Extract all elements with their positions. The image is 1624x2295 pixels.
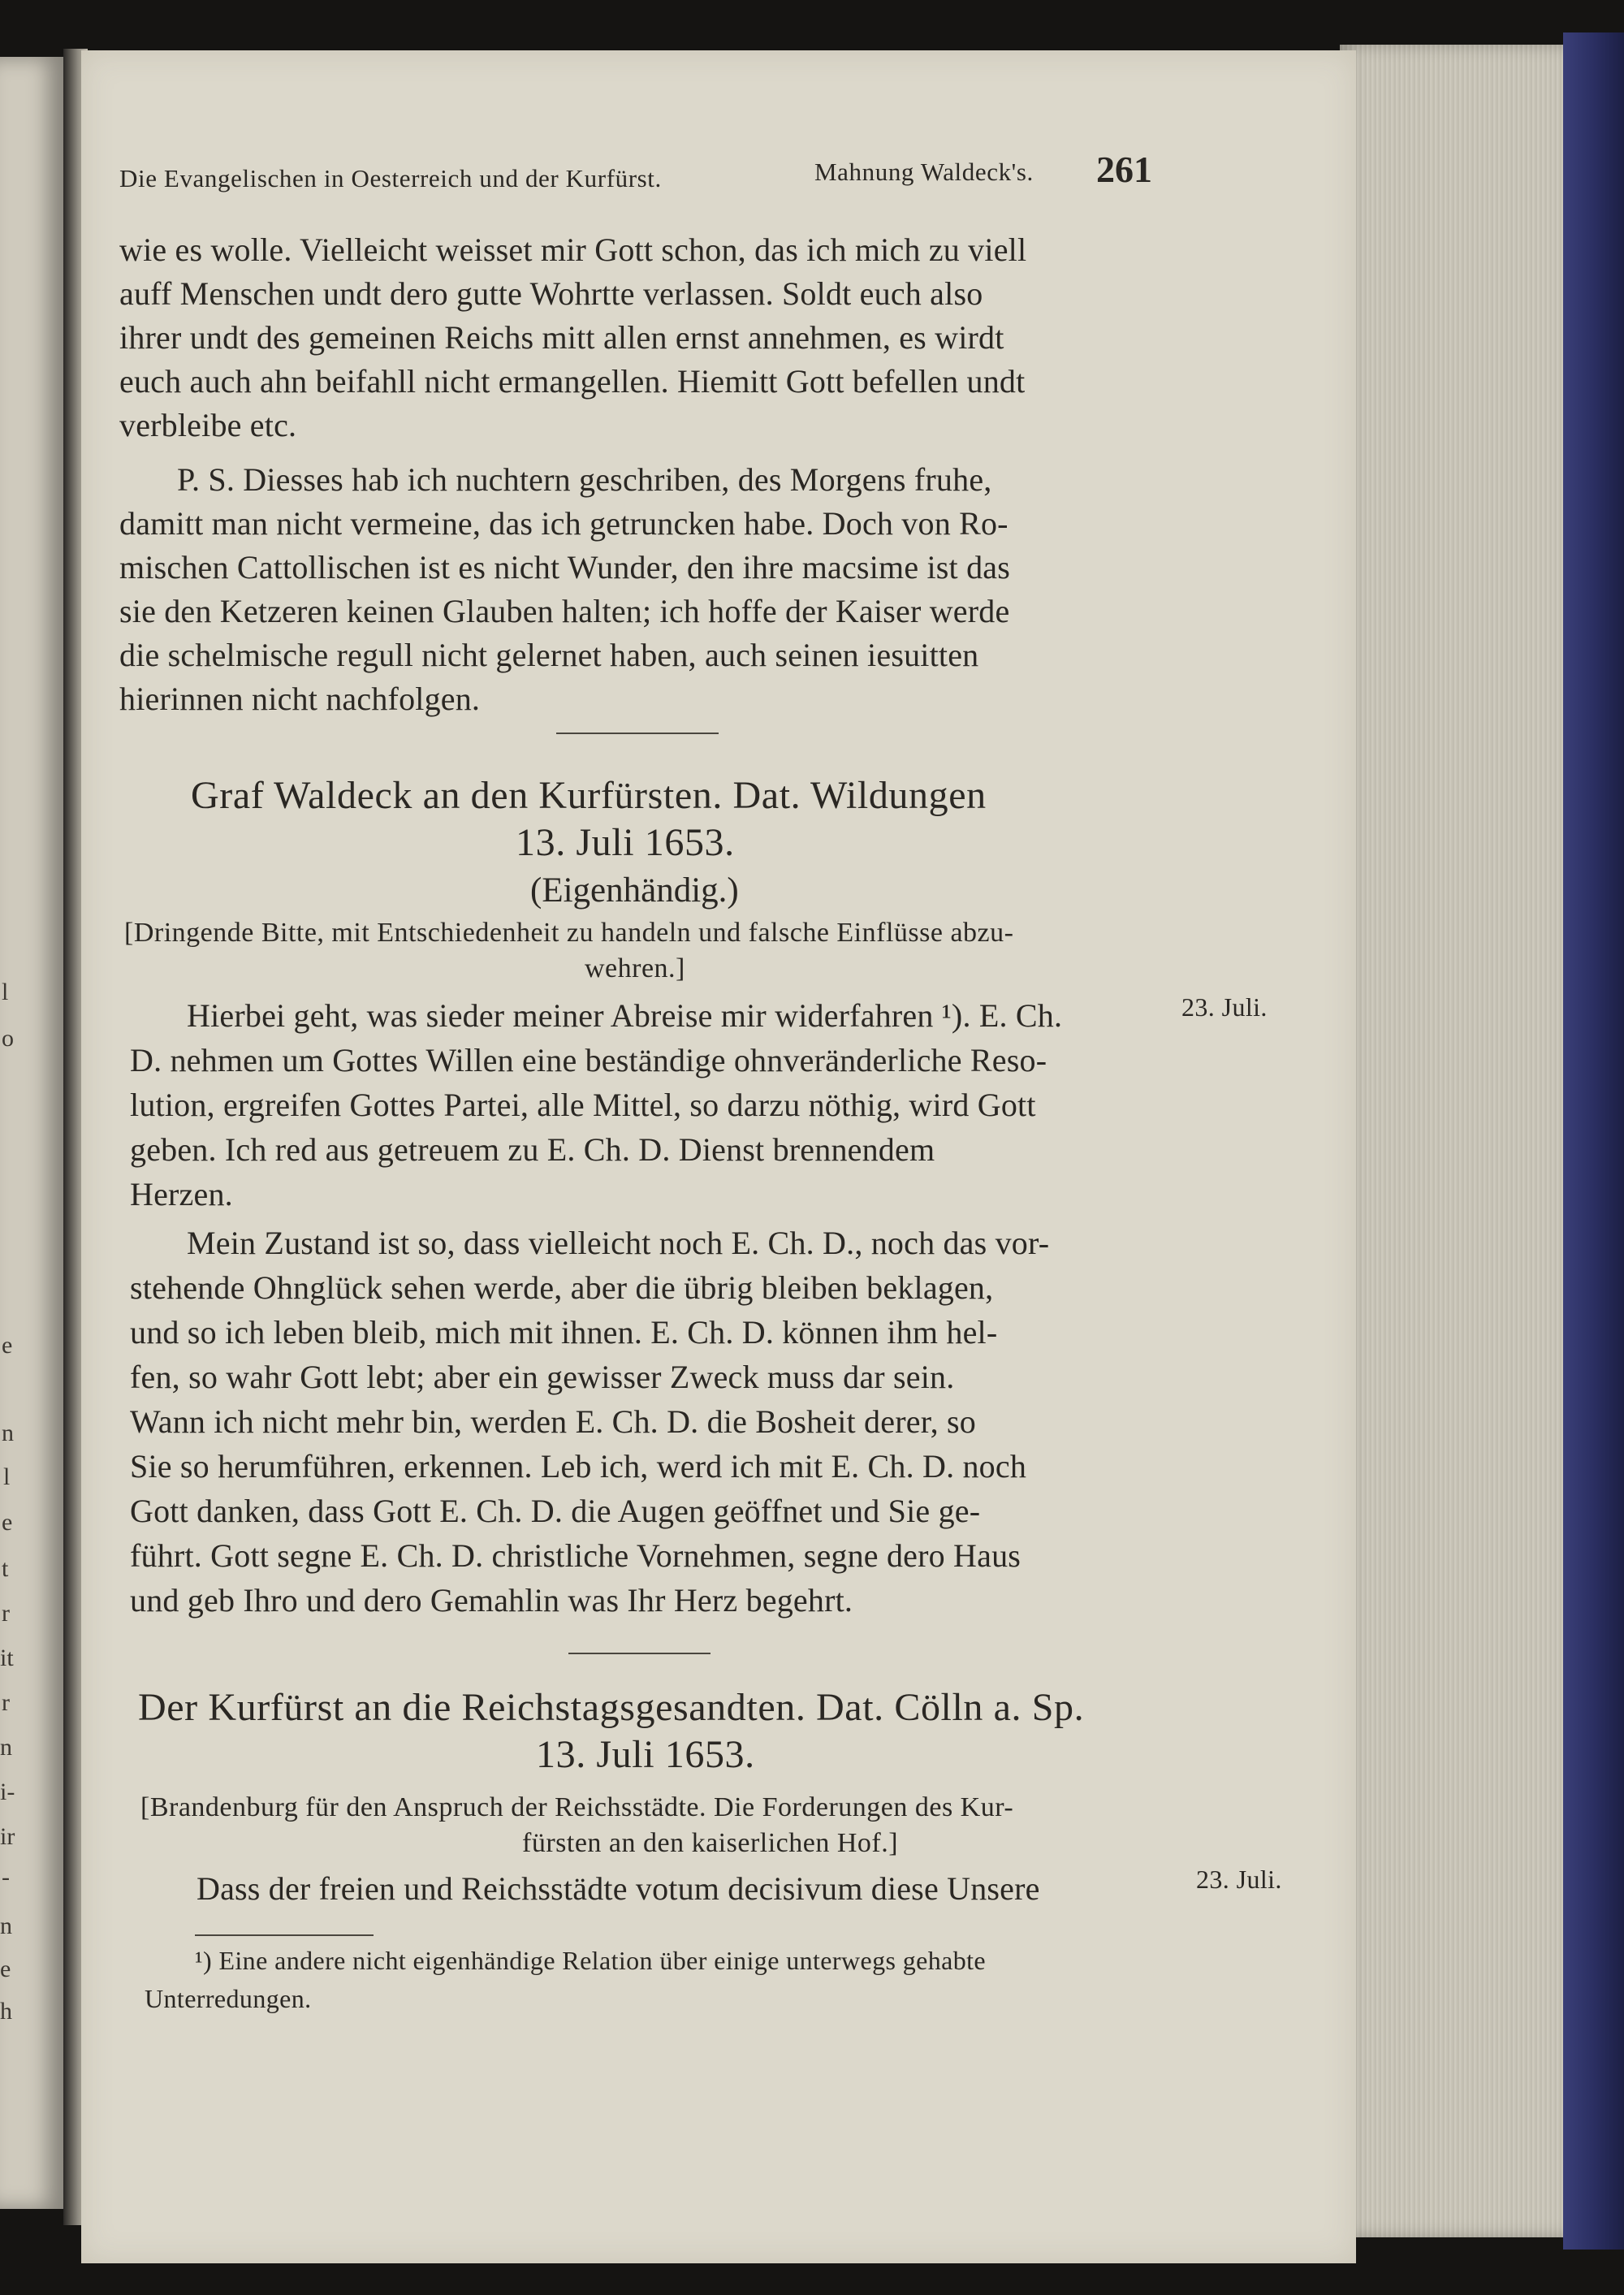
letter-summary: wehren.] [585,953,685,983]
left-page-fragment: l [3,1463,11,1490]
letter-heading-date: 13. Juli 1653. [536,1733,755,1776]
text-line: D. nehmen um Gottes Willen eine beständige ohnveränderliche Reso- [130,1042,1047,1078]
section-divider [556,733,719,734]
text-line: Wann ich nicht mehr bin, werden E. Ch. D. die Bosheit derer, so [130,1403,976,1440]
section-divider [568,1653,710,1654]
left-page-fragment: t [2,1555,9,1582]
page-number: 261 [1096,149,1152,190]
text-line: wie es wolle. Vielleicht weisset mir Gott schon, das ich mich zu viell [119,231,1027,268]
letter-summary: fürsten an den kaiserlichen Hof.] [522,1828,899,1858]
ps-line: mischen Cattollischen ist es nicht Wunder, den ihre macsime ist das [119,549,1010,586]
running-head-right: Mahnung Waldeck's. [814,158,1034,186]
text-line: Sie so herumführen, erkennen. Leb ich, werd ich mit E. Ch. D. noch [130,1448,1027,1485]
left-page-fragment: e [2,1509,13,1536]
text-line: ihrer undt des gemeinen Reichs mitt allen ernst annehmen, es wirdt [119,319,1004,356]
letter-summary: [Brandenburg für den Anspruch der Reichsstädte. Die Forderungen des Kur- [140,1792,1014,1822]
text-line: Hierbei geht, was sieder meiner Abreise mir widerfahren ¹). E. Ch. [187,997,1063,1034]
text-line: auff Menschen undt dero gutte Wohrtte verlassen. Soldt euch also [119,275,983,312]
left-page-fragment: - [2,1864,10,1891]
left-page-fragment: i- [0,1779,15,1805]
footnote-rule [195,1934,374,1936]
letter-note: (Eigenhändig.) [530,871,739,910]
left-page-fragment: l [2,979,9,1005]
text-line: stehende Ohnglück sehen werde, aber die übrig bleiben beklagen, [130,1269,994,1306]
text-line: und geb Ihro und dero Gemahlin was Ihr Herz begehrt. [130,1582,853,1619]
text-line: führt. Gott segne E. Ch. D. christliche Vornehmen, segne dero Haus [130,1537,1021,1574]
left-page-fragment: e [2,1332,13,1359]
letter-heading: Graf Waldeck an den Kurfürsten. Dat. Wildungen [191,774,987,817]
text-line: Gott danken, dass Gott E. Ch. D. die Augen geöffnet und Sie ge- [130,1493,981,1529]
letter-heading-date: 13. Juli 1653. [516,821,735,864]
text-line: Herzen. [130,1176,233,1212]
text-line: euch auch ahn beifahll nicht ermangellen. Hiemitt Gott befellen undt [119,363,1026,400]
text-line: lution, ergreifen Gottes Partei, alle Mittel, so darzu nöthig, wird Gott [130,1087,1036,1123]
footnote-line: ¹) Eine andere nicht eigenhändige Relation über einige unterwegs gehabte [195,1946,987,1975]
ps-line: die schelmische regull nicht gelernet haben, auch seinen iesuitten [119,637,979,673]
margin-date: 23. Juli. [1196,1865,1282,1894]
ps-line: sie den Ketzeren keinen Glauben halten; ich hoffe der Kaiser werde [119,593,1010,629]
letter-heading: Der Kurfürst an die Reichstagsgesandten. Dat. Cölln a. Sp. [138,1686,1085,1729]
book-cover [1563,32,1624,2250]
margin-date: 23. Juli. [1181,992,1268,1022]
ps-line: P. S. Diesses hab ich nuchtern geschriben, des Morgens fruhe, [177,461,992,498]
text-line: Mein Zustand ist so, dass vielleicht noch E. Ch. D., noch das vor- [187,1225,1050,1261]
left-page-fragment: it [0,1645,14,1671]
page-edges [1340,45,1567,2237]
left-page-fragment: n [0,1734,12,1761]
left-page-fragment: h [0,1998,12,2025]
left-page-fragment: r [2,1689,10,1716]
text-line: und so ich leben bleib, mich mit ihnen. E. Ch. D. können ihm hel- [130,1314,998,1351]
letter-summary: [Dringende Bitte, mit Entschiedenheit zu handeln und falsche Einflüsse abzu- [124,918,1014,948]
footnote-line: Unterredungen. [145,1984,312,2013]
page [81,50,1356,2263]
left-page-fragment: ir [0,1823,15,1850]
left-page-fragment: o [2,1025,14,1052]
left-page-fragment: n [2,1420,14,1446]
ps-line: hierinnen nicht nachfolgen. [119,681,481,717]
text-line: Dass der freien und Reichsstädte votum decisivum diese Unsere [197,1870,1040,1907]
text-line: fen, so wahr Gott lebt; aber ein gewisser Zweck muss dar sein. [130,1359,955,1395]
left-page-fragment: n [0,1912,12,1939]
text-line: verbleibe etc. [119,407,297,443]
left-page-fragment: r [2,1600,10,1627]
running-head-left: Die Evangelischen in Oesterreich und der Kurfürst. [119,164,662,192]
left-page-fragment: e [0,1956,11,1982]
ps-line: damitt man nicht vermeine, das ich getruncken habe. Doch von Ro- [119,505,1009,542]
text-line: geben. Ich red aus getreuem zu E. Ch. D. Dienst brennendem [130,1131,935,1168]
